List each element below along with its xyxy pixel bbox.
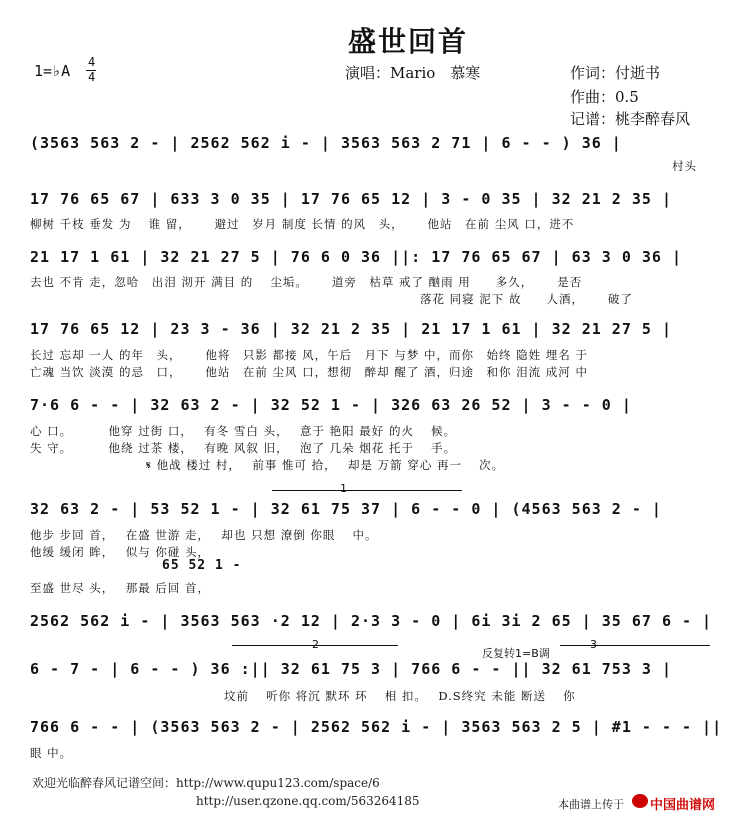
volta-bracket [272,490,462,491]
lyric-line: 心 口。 他穿 过街 口， 有冬 雪白 头， 意于 艳阳 最好 的火 候。 [30,424,457,438]
score-row-notes: 17 76 65 67 | 633 3 0 35 | 17 76 65 12 | 3 - 0 35 | 32 21 2 35 | [30,190,672,208]
footer-credit-line: 欢迎光临醉春风记谱空间：http://www.qupu123.com/space/6 [32,776,380,790]
volta-number: 1 [340,482,347,495]
lyric-line: 亡魂 当饮 淡漠 的忌 口， 他站 在前 尘风 口，想彻 醉却 醒了 酒，归途 和你 泪流 成河 中 [30,365,588,379]
lyric-line: 落花 同寝 泥下 故 人酒， 破了 [420,292,633,306]
lyric-line: 眼 中。 [30,746,73,760]
lyric-line: 𝄋 他战 楼过 村， 前事 惟可 拾， 却是 万箭 穿心 再一 次。 [146,458,505,472]
key-signature: 1=♭A [34,62,71,80]
score-row-notes: 32 63 2 - | 53 52 1 - | 32 61 75 37 | 6 - - 0 | (4563 563 2 - | [30,500,662,518]
lyric-line: 他缓 缓闭 眸， 似与 你碰 头， [30,545,211,559]
score-row-notes: 2562 562 i - | 3563 563 ·2 12 | 2·3 3 - 0 | 6i 3i 2 65 | 35 67 6 - | [30,612,713,630]
lyric-line: 村头 [672,159,697,173]
score-row-notes: 17 76 65 12 | 23 3 - 36 | 32 21 2 35 | 21 17 1 61 | 32 21 27 5 | [30,320,672,338]
lyric-line: 柳树 千枝 垂发 为 谁 留， 避过 岁月 制度 长情 的风 头， 他站 在前 尘风 口，进不 [30,217,575,231]
modulation-note: 反复转1=B调 [482,647,550,660]
score-row-notes: 7·6 6 - - | 32 63 2 - | 32 52 1 - | 326 63 26 52 | 3 - - 0 | [30,396,632,414]
lyric-line: 去也 不肯 走，忽哈 出泪 沏开 满目 的 尘垢。 道旁 枯草 戒了 酗雨 用 多久， 是否 [30,275,583,289]
upload-label: 本曲谱上传于 [558,798,624,811]
transcriber-credit: 记谱：桃李醉春风 [570,110,691,128]
singer-credit: 演唱：Mario 慕寒 [345,64,481,82]
lyric-line: 他步 步回 首， 在盛 世游 走， 却也 只想 潦倒 你眼 中。 [30,528,378,542]
lyric-line: 长过 忘却 一人 的年 头， 他将 只影 都接 风，午后 月下 与梦 中，而你 始终 隐姓 埋名 于 [30,348,588,362]
site-brand: 中国曲谱网 [650,797,716,812]
volta-number: 3 [590,638,597,651]
composer-credit: 作曲：0.5 [570,88,639,106]
score-row-notes: 766 6 - - | (3563 563 2 - | 2562 562 i - | 3563 563 2 5 | #1 - - - || [30,718,723,736]
score-row-notes: (3563 563 2 - | 2562 562 i - | 3563 563 2 71 | 6 - - ) 36 | [30,134,622,152]
score-row-notes: 6 - 7 - | 6 - - ) 36 :|| 32 61 75 3 | 766 6 - - || 32 61 753 3 | [30,660,672,678]
lyric-line: 失 守。 他绕 过茶 楼， 有晚 风叙 旧， 泡了 几朵 烟花 托于 手。 [30,441,457,455]
site-logo-icon [632,794,648,808]
time-signature-bottom: 4 [88,70,96,84]
footer-url: http://user.qzone.qq.com/563264185 [196,794,420,808]
lyric-line: 坟前 听你 将沉 默环 环 相 扣。 D.S终究 未能 断送 你 [224,689,576,703]
time-signature-top: 4 [88,55,96,69]
volta-bracket [560,645,710,646]
volta-number: 2 [312,638,319,651]
lyricist-credit: 作词：付逝书 [570,64,661,82]
score-row-notes: 21 17 1 61 | 32 21 27 5 | 76 6 0 36 ||: 17 76 65 67 | 63 3 0 36 | [30,248,682,266]
score-row-notes: 65 52 1 - [162,558,242,573]
page-title: 盛世回首 [348,25,469,58]
lyric-line: 至盛 世尽 头， 那最 后回 首， [30,581,211,595]
